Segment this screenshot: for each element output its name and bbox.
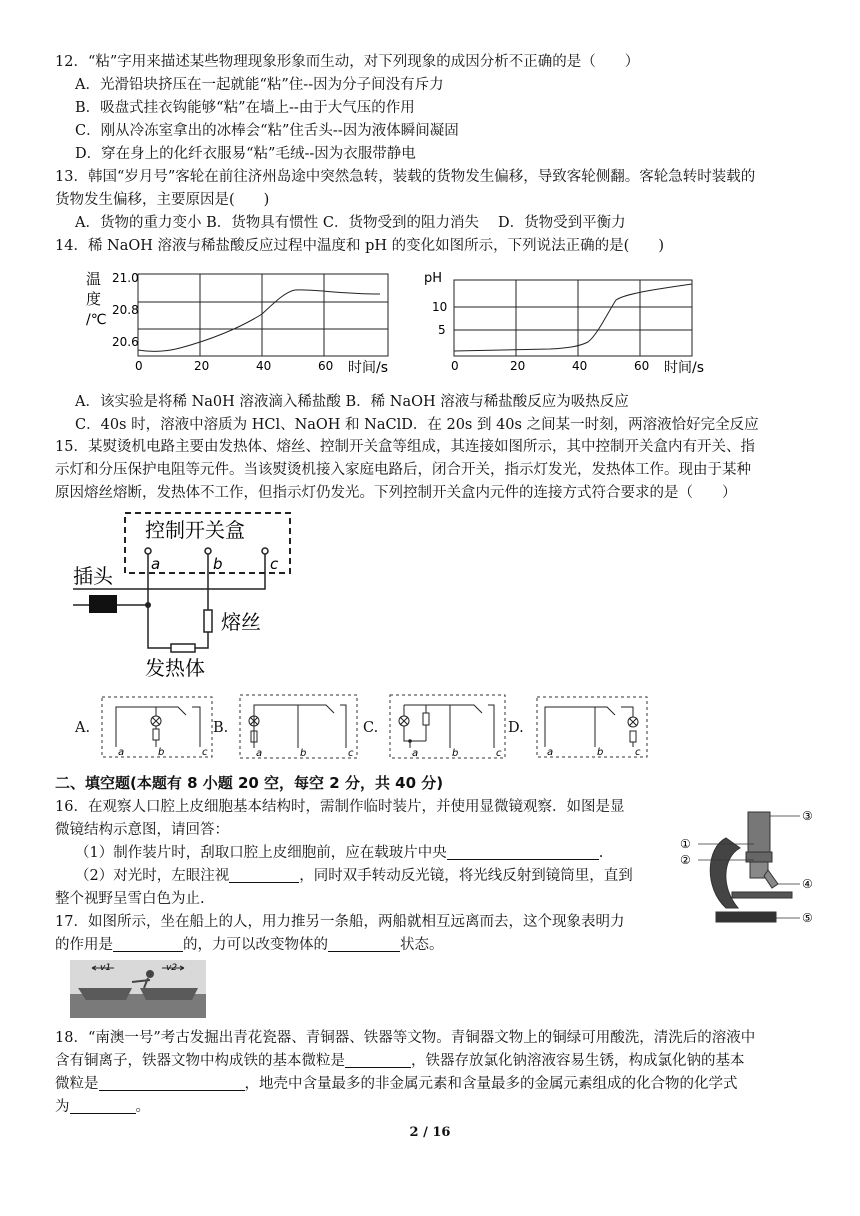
q12-stem: 12．“粘”字用来描述某些物理现象形象而生动，对下列现象的成因分析不正确的是（ ） xyxy=(55,54,640,70)
section-heading: 二、填空题(本题有 8 小题 20 空，每空 2 分，共 40 分) xyxy=(55,774,444,792)
temp-xtick-60: 60 xyxy=(318,359,334,373)
ph-chart xyxy=(420,262,720,382)
microscope-mark-2: ② xyxy=(680,853,691,867)
choice-b-diagram xyxy=(238,693,360,761)
q14-stem: 14．稀 NaOH 溶液与稀盐酸反应过程中温度和 pH 的变化如图所示，下列说法正确的是( ) xyxy=(55,238,664,254)
q12-option-b: B．吸盘式挂衣钩能够“粘”在墙上--由于大气压的作用 xyxy=(75,100,415,116)
svg-text:c: c xyxy=(496,748,502,759)
q16-part1: （1）制作装片时，刮取口腔上皮细胞前，应在载玻片中央 . xyxy=(75,845,604,861)
q17-stem-line1: 17．如图所示，坐在船上的人，用力推另一条船，两船就相互远离而去，这个现象表明力 xyxy=(55,914,625,930)
choice-c-diagram xyxy=(388,693,508,761)
svg-text:a: a xyxy=(256,748,263,759)
temp-xtick-40: 40 xyxy=(256,359,272,373)
q18-blank-1[interactable] xyxy=(345,1053,411,1068)
page-number: 2 / 16 xyxy=(409,1125,451,1140)
q18-line3: 微粒是 ，地壳中含量最多的非金属元素和含量最多的金属元素组成的化合物的化学式 xyxy=(55,1076,738,1092)
svg-text:c: c xyxy=(202,747,208,758)
temp-ylabel-1: 温 xyxy=(86,270,102,288)
q16-part2: （2）对光时，左眼注视 ，同时双手转动反光镜，将光线反射到镜筒里，直到 xyxy=(75,868,633,884)
control-box-label: 控制开关盒 xyxy=(145,518,245,542)
ph-xtick-40: 40 xyxy=(572,359,588,373)
svg-text:c: c xyxy=(635,747,641,758)
q15-stem-line1: 15．某熨烫机电路主要由发热体、熔丝、控制开关盒等组成，其连接如图所示，其中控制开关盒内有开关、指 xyxy=(55,439,755,455)
junction-dot xyxy=(145,602,151,608)
ph-ytick-10: 10 xyxy=(432,300,448,314)
q16-part2-cont: 整个视野呈雪白色为止. xyxy=(55,891,205,907)
terminal-c-label: c xyxy=(270,555,279,573)
fuse-label: 熔丝 xyxy=(221,610,261,634)
plug-label: 插头 xyxy=(73,564,113,588)
choice-d-diagram xyxy=(535,695,650,760)
q18-line2: 含有铜离子，铁器文物中构成铁的基本微粒是 ，铁器存放氯化钠溶液容易生锈，构成氯化钠的基本 xyxy=(55,1053,745,1069)
q18-blank-2[interactable] xyxy=(99,1076,245,1091)
ph-xlabel: 时间/s xyxy=(664,360,705,376)
ph-xtick-20: 20 xyxy=(510,359,526,373)
q13-options: A．货物的重力变小 B．货物具有惯性 C．货物受到的阻力消失 D．货物受到平衡力 xyxy=(75,215,626,231)
q18-line1: 18．“南澳一号”考古发掘出青花瓷器、青铜器、铁器等文物。青铜器文物上的铜绿可用酸洗，清洗后的溶液中 xyxy=(55,1030,756,1046)
v2-label: v2 xyxy=(166,963,178,973)
q12-option-c: C．刚从冷冻室拿出的冰棒会“粘”住舌头--因为液体瞬间凝固 xyxy=(75,123,459,139)
q18-blank-3[interactable] xyxy=(70,1099,136,1114)
microscope-diagram xyxy=(676,808,826,928)
choice-c-label: C. xyxy=(363,720,379,736)
terminal-a-label: a xyxy=(151,555,161,573)
q14-options-cd: C．40s 时，溶液中溶质为 HCl、NaOH 和 NaClD．在 20s 到 40s 之间某一时刻，两溶液恰好完全反应 xyxy=(75,417,759,433)
q16-stem-line2: 微镜结构示意图，请回答： xyxy=(55,822,229,838)
choice-b-label: B. xyxy=(213,720,229,736)
ph-xtick-0: 0 xyxy=(451,359,459,373)
svg-text:b: b xyxy=(158,747,165,758)
q15-stem-line3: 原因熔丝熔断，发热体不工作，但指示灯仍发光。下列控制开关盒内元件的连接方式符合要求的是（ ） xyxy=(55,485,737,501)
q12-option-a: A．光滑铅块挤压在一起就能“粘”住--因为分子间没有斥力 xyxy=(75,77,444,93)
svg-text:a: a xyxy=(412,748,419,759)
choice-d-label: D. xyxy=(508,720,524,736)
terminal-b-label: b xyxy=(213,555,223,573)
q17-stem-line2: 的作用是 的，力可以改变物体的 状态。 xyxy=(55,937,444,953)
ph-ylabel: pH xyxy=(424,271,443,286)
temp-ylabel-2: 度 xyxy=(86,290,102,308)
microscope-mark-3: ③ xyxy=(802,809,813,823)
q17-blank-2[interactable] xyxy=(328,937,400,952)
heater-label: 发热体 xyxy=(145,656,205,680)
q16-blank-2[interactable] xyxy=(229,868,299,883)
svg-text:c: c xyxy=(348,748,354,759)
q15-stem-line2: 示灯和分压保护电阻等元件。当该熨烫机接入家庭电路后，闭合开关，指示灯发光，发热体工作。现由于某种 xyxy=(55,462,751,478)
q14-options-ab: A．该实验是将稀 Na0H 溶液滴入稀盐酸 B．稀 NaOH 溶液与稀盐酸反应为吸热反应 xyxy=(75,394,629,410)
temp-ytick-21: 21.0 xyxy=(112,271,139,285)
temp-xtick-0: 0 xyxy=(135,359,143,373)
temperature-chart xyxy=(80,262,400,382)
q17-blank-1[interactable] xyxy=(113,937,183,952)
svg-text:b: b xyxy=(452,748,459,759)
q16-stem-line1: 16．在观察人口腔上皮细胞基本结构时，需制作临时装片，并使用显微镜观察．如图是显 xyxy=(55,799,625,815)
temp-xlabel: 时间/s xyxy=(348,360,389,376)
svg-text:b: b xyxy=(300,748,307,759)
choice-a-label: A. xyxy=(75,720,91,736)
temp-xtick-20: 20 xyxy=(194,359,210,373)
q13-stem-line2: 货物发生偏移，主要原因是( ) xyxy=(55,192,270,208)
svg-text:b: b xyxy=(597,747,604,758)
microscope-mark-1: ① xyxy=(680,837,691,851)
boats-illustration xyxy=(70,960,206,1018)
svg-text:a: a xyxy=(118,747,125,758)
v1-label: v1 xyxy=(100,963,112,973)
q18-line4: 为 。 xyxy=(55,1099,150,1115)
microscope-mark-5: ⑤ xyxy=(802,911,813,925)
ph-xtick-60: 60 xyxy=(634,359,650,373)
temp-ytick-206: 20.6 xyxy=(112,335,139,349)
plug-icon xyxy=(89,595,117,613)
temp-ytick-208: 20.8 xyxy=(112,303,139,317)
q16-blank-1[interactable] xyxy=(447,845,599,860)
choice-a-diagram xyxy=(100,695,215,760)
circuit-diagram xyxy=(65,505,305,685)
ph-ytick-5: 5 xyxy=(438,323,446,337)
q12-option-d: D．穿在身上的化纤衣服易“粘”毛绒--因为衣服带静电 xyxy=(75,146,416,162)
q13-stem-line1: 13．韩国“岁月号”客轮在前往济州岛途中突然急转，装载的货物发生偏移，导致客轮侧翻。客轮急转时装载的 xyxy=(55,169,756,185)
microscope-mark-4: ④ xyxy=(802,877,813,891)
temp-ylabel-3: /℃ xyxy=(86,312,107,328)
svg-text:a: a xyxy=(547,747,554,758)
